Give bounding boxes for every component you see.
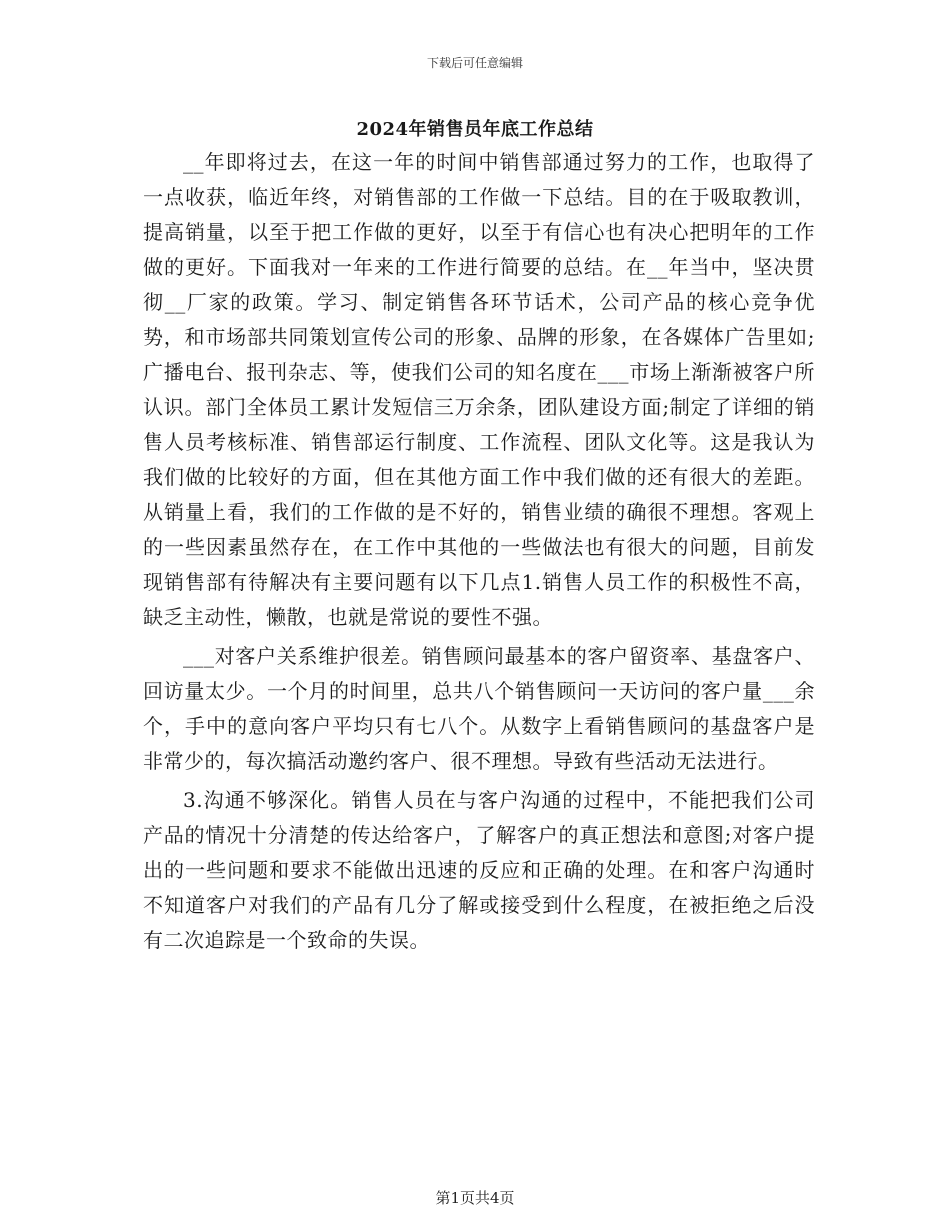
document-body (143, 145, 815, 962)
document-title: 2024年销售员年底工作总结 (356, 119, 594, 140)
page-number: 第1页共4页 (435, 1189, 515, 1207)
paragraph-2: ___对客户关系维护很差。销售顾问最基本的客户留资率、基盘客户、回访量太少。一个月的时间里，总共八个销售顾问一天访问的客户量___余个，手中的意向客户平均只有七八个。从数字上看销售顾问的基盘客户是非常少的，每次搞活动邀约客户、很不理想。导致有些活动无法进行。 (143, 644, 815, 773)
page-header-note: 下载后可任意编辑 (426, 56, 523, 70)
paragraph-3: 3.沟通不够深化。销售人员在与客户沟通的过程中，不能把我们公司产品的情况十分清楚的传达给客户，了解客户的真正想法和意图;对客户提出的一些问题和要求不能做出迅速的反应和正确的处理。在和客户沟通时不知道客户对我们的产品有几分了解或接受到什么程度，在被拒绝之后没有二次追踪是一个致命的失误。 (143, 788, 815, 952)
paragraph-1: __年即将过去，在这一年的时间中销售部通过努力的工作，也取得了一点收获，临近年终，对销售部的工作做一下总结。目的在于吸取教训，提高销量，以至于把工作做的更好，以至于有信心也有决心把明年的工作做的更好。下面我对一年来的工作进行简要的总结。在__年当中，坚决贯彻__厂家的政策。学习、制定销售各环节话术，公司产品的核心竞争优势，和市场部共同策划宣传公司的形象、品牌的形象，在各媒体广告里如;广播电台、报刊杂志、等，使我们公司的知名度在___市场上渐渐被客户所认识。部门全体员工累计发短信三万余条，团队建设方面;制定了详细的销售人员考核标准、销售部运行制度、工作流程、团队文化等。这是我认为我们做的比较好的方面，但在其他方面工作中我们做的还有很大的差距。从销量上看，我们的工作做的是不好的，销售业绩的确很不理想。客观上的一些因素虽然存在，在工作中其他的一些做法也有很大的问题，目前发现销售部有待解决有主要问题有以下几点1.销售人员工作的积极性不高，缺乏主动性，懒散，也就是常说的要性不强。 (143, 150, 815, 629)
